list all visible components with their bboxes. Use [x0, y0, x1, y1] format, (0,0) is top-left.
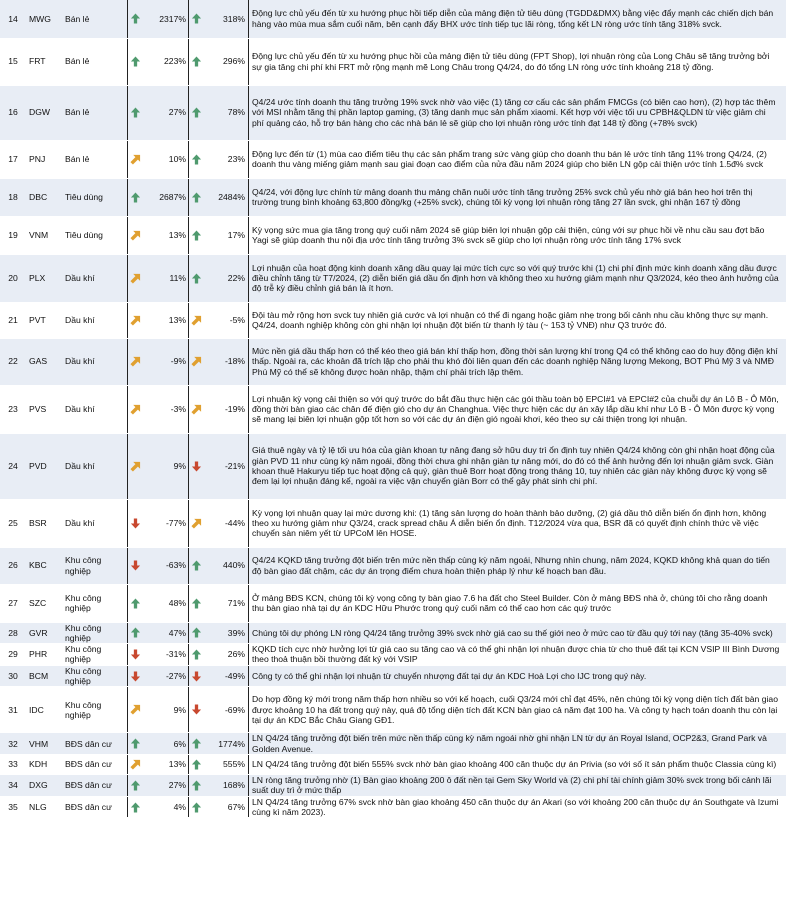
- year-change-value: -44%: [203, 499, 249, 547]
- up-arrow-icon: [191, 598, 202, 609]
- up-arrow-icon: [130, 13, 141, 24]
- flat-arrow-icon: [130, 273, 141, 284]
- ticker-symbol: SZC: [26, 584, 63, 622]
- earnings-commentary: Công ty có thể ghi nhận lợi nhuận từ chuyển nhượng đất tại dự án KDC Hoà Lợi cho IJC trong quý này.: [249, 665, 786, 687]
- year-change-value: 22%: [203, 254, 249, 302]
- row-number: 20: [0, 254, 26, 302]
- table-row: [0, 775, 786, 797]
- ticker-symbol: VHM: [26, 733, 63, 755]
- table-row: [0, 140, 786, 178]
- up-arrow-icon: [191, 273, 202, 284]
- year-change-value: 39%: [203, 622, 249, 644]
- year-change-value: 71%: [203, 584, 249, 622]
- sector-label: Dầu khí: [63, 433, 128, 499]
- earnings-commentary: KQKD tích cực nhờ hưởng lợi từ giá cao su tăng cao và có thể ghi nhận lợi nhuận được chia từ cho thuê đất tại KCN VSIP III Bình Dương theo thoả thuận bồi thường đất ký với VSIP: [249, 644, 786, 666]
- table-row: [0, 302, 786, 338]
- ticker-symbol: GAS: [26, 338, 63, 385]
- quarter-trend-arrow-icon: [128, 775, 143, 797]
- year-trend-arrow-icon: [189, 85, 204, 140]
- earnings-commentary: Do hợp đồng ký mới trong năm thấp hơn nhiều so với kế hoạch, cuối Q3/24 mới chỉ đạt 45%, nên chúng tôi kỳ vọng diện tích đất bàn giao được khoảng 10 ha đất trong quý này, quá độ tổng diện tích đất KCN bàn giao cả năm đạt 100 ha. Và công ty hạch toán doanh thu còn lại tại dự án KDC Bắc Châu Giang GĐ1.: [249, 687, 786, 733]
- flat-arrow-icon: [191, 315, 202, 326]
- year-trend-arrow-icon: [189, 338, 204, 385]
- flat-arrow-icon: [130, 315, 141, 326]
- year-change-value: 168%: [203, 775, 249, 797]
- quarter-trend-arrow-icon: [128, 755, 143, 775]
- table-row: [0, 755, 786, 775]
- year-trend-arrow-icon: [189, 644, 204, 666]
- ticker-symbol: PVD: [26, 433, 63, 499]
- row-number: 27: [0, 584, 26, 622]
- quarter-trend-arrow-icon: [128, 385, 143, 433]
- sector-label: Khu công nghiệp: [63, 665, 128, 687]
- row-number: 29: [0, 644, 26, 666]
- table-row: [0, 254, 786, 302]
- year-trend-arrow-icon: [189, 796, 204, 818]
- flat-arrow-icon: [130, 704, 141, 715]
- quarter-change-value: 9%: [142, 433, 189, 499]
- table-row: [0, 499, 786, 547]
- earnings-commentary: LN ròng tăng trưởng nhờ (1) Bàn giao khoảng 200 ô đất nền tại Gem Sky World và (2) chi phí tài chính giảm 30% svck trong bối cảnh lãi suất duy trì ở mức thấp: [249, 775, 786, 797]
- earnings-commentary: Kỳ vọng lợi nhuận quay lại mức dương khi: (1) tăng sản lượng do hoàn thành bảo dưỡng, (2) giá dầu thô diễn biến ổn định hơn, không theo xu hướng giảm như Q3/24, crack spread châu Á diễn biến ổn định. T12/2024 vừa qua, BSR đã có quyết định chính thức về việc chuyển sàn niêm yết từ UPCoM lên HOSE.: [249, 499, 786, 547]
- year-trend-arrow-icon: [189, 755, 204, 775]
- up-arrow-icon: [130, 107, 141, 118]
- row-number: 14: [0, 0, 26, 38]
- ticker-symbol: DXG: [26, 775, 63, 797]
- quarter-trend-arrow-icon: [128, 433, 143, 499]
- year-change-value: 318%: [203, 0, 249, 38]
- ticker-symbol: VNM: [26, 216, 63, 254]
- earnings-commentary: Giá thuê ngày và tỷ lệ tối ưu hóa của giàn khoan tự nâng đang sở hữu duy trì ổn định tuy nhiên Q4/24 không còn ghi nhận hoạt động của giàn PVD 11 như cùng kỳ năm ngoái, đồng thời chưa ghi nhận giàn tự nâng mới, do đó có thể ảnh hưởng đến lợi nhuận giảm svck. Giàn khoan thuê Hakuryu tiếp tục hoạt động cả quý, giàn thuê Borr hoạt động trong tháng 10, tuy nhiên các giàn này không được kỳ vọng sẽ đem lại lợi nhuận đáng kể, ngoài ra việc vận chuyển giàn Borr có thể gây phát sinh chi phí.: [249, 433, 786, 499]
- table-row: [0, 178, 786, 216]
- earnings-commentary: LN Q4/24 tăng trưởng 67% svck nhờ bàn giao khoảng 450 căn thuộc dự án Akari (so với khoảng 200 căn thuộc dự án Southgate và Izumi cùng kì năm 2023).: [249, 796, 786, 818]
- quarter-trend-arrow-icon: [128, 644, 143, 666]
- quarter-trend-arrow-icon: [128, 140, 143, 178]
- earnings-commentary: Kỳ vọng sức mua gia tăng trong quý cuối năm 2024 sẽ giúp biên lợi nhuận gộp cải thiện, cùng với sự phục hồi về nhu cầu sau đợt bão Yagi sẽ giúp doanh thu nội địa ước tính tăng trưởng 3% svck sẽ giúp cho lợi nhuận ròng ước tính tăng 17% svck: [249, 216, 786, 254]
- quarter-change-value: 10%: [142, 140, 189, 178]
- year-trend-arrow-icon: [189, 665, 204, 687]
- year-change-value: 26%: [203, 644, 249, 666]
- quarter-trend-arrow-icon: [128, 254, 143, 302]
- up-arrow-icon: [191, 780, 202, 791]
- ticker-symbol: PVT: [26, 302, 63, 338]
- quarter-trend-arrow-icon: [128, 733, 143, 755]
- year-change-value: 17%: [203, 216, 249, 254]
- quarter-trend-arrow-icon: [128, 499, 143, 547]
- row-number: 24: [0, 433, 26, 499]
- table-row: [0, 38, 786, 85]
- row-number: 32: [0, 733, 26, 755]
- year-change-value: 78%: [203, 85, 249, 140]
- earnings-commentary: LN Q4/24 tăng trưởng đột biến 555% svck nhờ bàn giao khoảng 400 căn thuộc dự án Privia (so với số ít sản phẩm thuộc Classia cùng kì): [249, 755, 786, 775]
- earnings-commentary: Q4/24 ước tính doanh thu tăng trưởng 19% svck nhờ vào việc (1) tăng cơ cấu các sản phẩm FMCGs (có biên cao hơn), (2) hợp tác thêm với MSI nhằm tăng thị phần laptop gaming, (3) tăng danh mục sản phẩm xiaomi. Kết hợp với việc tối ưu CPBH&QLDN từ việc giảm chi phí quảng cáo, hỗ trợ bán hàng cho các nhà bán lẻ sẽ giúp cho lợi nhuận ròng ước tính đạt 148 tỷ đồng (+78% svck): [249, 85, 786, 140]
- flat-arrow-icon: [130, 356, 141, 367]
- year-trend-arrow-icon: [189, 499, 204, 547]
- table-row: [0, 547, 786, 584]
- row-number: 34: [0, 775, 26, 797]
- sector-label: Bán lẻ: [63, 85, 128, 140]
- sector-label: Bán lẻ: [63, 140, 128, 178]
- quarter-trend-arrow-icon: [128, 665, 143, 687]
- quarter-trend-arrow-icon: [128, 796, 143, 818]
- up-arrow-icon: [191, 627, 202, 638]
- ticker-symbol: FRT: [26, 38, 63, 85]
- flat-arrow-icon: [130, 230, 141, 241]
- down-arrow-icon: [130, 518, 141, 529]
- year-change-value: 555%: [203, 755, 249, 775]
- year-trend-arrow-icon: [189, 775, 204, 797]
- sector-label: Dầu khí: [63, 385, 128, 433]
- table-row: [0, 338, 786, 385]
- year-change-value: -21%: [203, 433, 249, 499]
- quarter-trend-arrow-icon: [128, 687, 143, 733]
- year-trend-arrow-icon: [189, 38, 204, 85]
- quarter-trend-arrow-icon: [128, 547, 143, 584]
- year-trend-arrow-icon: [189, 687, 204, 733]
- quarter-trend-arrow-icon: [128, 0, 143, 38]
- flat-arrow-icon: [130, 759, 141, 770]
- up-arrow-icon: [191, 107, 202, 118]
- sector-label: Dầu khí: [63, 338, 128, 385]
- row-number: 30: [0, 665, 26, 687]
- year-change-value: -19%: [203, 385, 249, 433]
- row-number: 25: [0, 499, 26, 547]
- ticker-symbol: NLG: [26, 796, 63, 818]
- earnings-commentary: Chúng tôi dự phóng LN ròng Q4/24 tăng trưởng 39% svck nhờ giá cao su thế giới neo ở mức cao từ đầu quý tới nay (tăng 35-40% svck): [249, 622, 786, 644]
- quarter-change-value: 4%: [142, 796, 189, 818]
- ticker-symbol: DGW: [26, 85, 63, 140]
- sector-label: Khu công nghiệp: [63, 687, 128, 733]
- year-change-value: 440%: [203, 547, 249, 584]
- row-number: 28: [0, 622, 26, 644]
- up-arrow-icon: [191, 56, 202, 67]
- row-number: 19: [0, 216, 26, 254]
- earnings-commentary: Q4/24 KQKD tăng trưởng đột biến trên mức nền thấp cùng kỳ năm ngoái, Nhưng nhìn chung, năm 2024, KQKD không khả quan do tiến độ bàn giao đất chậm, các dự án trọng điểm chưa hoàn thiện pháp lý như kế hoạch ban đầu.: [249, 547, 786, 584]
- year-change-value: -69%: [203, 687, 249, 733]
- ticker-symbol: KBC: [26, 547, 63, 584]
- quarter-trend-arrow-icon: [128, 85, 143, 140]
- sector-label: BĐS dân cư: [63, 755, 128, 775]
- up-arrow-icon: [191, 192, 202, 203]
- table-row: [0, 216, 786, 254]
- earnings-commentary: LN Q4/24 tăng trưởng đột biến trên mức nền thấp cùng kỳ năm ngoái nhờ ghi nhận LN từ dự án Royal Island, OCP2&3, Grand Park và Golden Avenue.: [249, 733, 786, 755]
- up-arrow-icon: [130, 780, 141, 791]
- down-arrow-icon: [130, 671, 141, 682]
- year-change-value: 2484%: [203, 178, 249, 216]
- up-arrow-icon: [130, 802, 141, 813]
- year-change-value: 1774%: [203, 733, 249, 755]
- row-number: 31: [0, 687, 26, 733]
- down-arrow-icon: [191, 671, 202, 682]
- table-row: [0, 85, 786, 140]
- ticker-symbol: PVS: [26, 385, 63, 433]
- row-number: 18: [0, 178, 26, 216]
- quarter-change-value: -3%: [142, 385, 189, 433]
- quarter-change-value: -9%: [142, 338, 189, 385]
- year-trend-arrow-icon: [189, 254, 204, 302]
- ticker-symbol: IDC: [26, 687, 63, 733]
- sector-label: Tiêu dùng: [63, 178, 128, 216]
- earnings-commentary: Q4/24, với động lực chính từ mảng doanh thu mảng chăn nuôi ước tính tăng trưởng 25% svck chủ yếu nhờ giá bán heo hơi trên thị trường trung bình khoảng 63,800 đồng/kg (+25% svck), chúng tôi kỳ vọng lợi nhuận ròng tăng 27 lần svck, ghi nhận 167 tỷ đồng: [249, 178, 786, 216]
- quarter-trend-arrow-icon: [128, 584, 143, 622]
- year-change-value: 67%: [203, 796, 249, 818]
- quarter-trend-arrow-icon: [128, 38, 143, 85]
- up-arrow-icon: [130, 598, 141, 609]
- sector-label: Khu công nghiệp: [63, 547, 128, 584]
- row-number: 21: [0, 302, 26, 338]
- quarter-change-value: 6%: [142, 733, 189, 755]
- quarter-trend-arrow-icon: [128, 302, 143, 338]
- quarter-change-value: -77%: [142, 499, 189, 547]
- year-trend-arrow-icon: [189, 547, 204, 584]
- sector-label: Bán lẻ: [63, 38, 128, 85]
- flat-arrow-icon: [130, 404, 141, 415]
- sector-label: Khu công nghiệp: [63, 584, 128, 622]
- earnings-commentary: Động lực chủ yếu đến từ xu hướng phục hồi của mảng điện tử tiêu dùng (FPT Shop), lợi nhuận ròng của Long Châu sẽ tăng trưởng bởi sự gia tăng chi phí khi FRT mở rộng mạnh mẽ Long Châu trong Q4/24, do đó tổng LN ròng ước tính khoảng 218 tỷ đồng.: [249, 38, 786, 85]
- table-row: [0, 644, 786, 666]
- quarter-change-value: 2687%: [142, 178, 189, 216]
- quarter-change-value: 2317%: [142, 0, 189, 38]
- earnings-commentary: Động lực chủ yếu đến từ xu hướng phục hồi tiếp diễn của mảng điện tử tiêu dùng (TGDD&DMX) bằng việc đẩy mạnh các chiến dịch bán hàng vào mùa mua sắm cuối năm, bên cạnh đẩy BHX ước tính tiếp tục lãi ròng, tổng kết LN ròng ước tính tăng 318% svck.: [249, 0, 786, 38]
- earnings-commentary: Mức nền giá dầu thấp hơn có thể kéo theo giá bán khí thấp hơn, đồng thời sản lượng khí trong Q4 có thể không cao do huy động điện khí thấp. Ngoài ra, các khoản đã trích lập cho phải thu khó đòi liên quan đến các doanh nghiệp Năng lượng Mekong, BOT Phú Mỹ 3 và NMĐ Phú Mỹ có thể sẽ không được hoàn nhập, thậm chí phải trích lập thêm.: [249, 338, 786, 385]
- quarter-change-value: 47%: [142, 622, 189, 644]
- sector-label: Khu công nghiệp: [63, 622, 128, 644]
- earnings-commentary: Động lực đến từ (1) mùa cao điểm tiêu thụ các sản phẩm trang sức vàng giúp cho doanh thu bán lẻ ước tính tăng 11% trong Q4/24, (2) doanh thu vàng miếng giảm mạnh sau giai đoạn cao điểm của nửa đầu năm 2024 giúp cho biên LN gộp cải thiện ước tính 1.5đ% svck: [249, 140, 786, 178]
- quarter-trend-arrow-icon: [128, 178, 143, 216]
- year-trend-arrow-icon: [189, 0, 204, 38]
- up-arrow-icon: [191, 759, 202, 770]
- quarter-change-value: -27%: [142, 665, 189, 687]
- quarter-change-value: 223%: [142, 38, 189, 85]
- down-arrow-icon: [130, 649, 141, 660]
- ticker-symbol: PLX: [26, 254, 63, 302]
- table-row: [0, 433, 786, 499]
- table-row: [0, 733, 786, 755]
- flat-arrow-icon: [191, 404, 202, 415]
- quarter-change-value: -31%: [142, 644, 189, 666]
- year-trend-arrow-icon: [189, 584, 204, 622]
- sector-label: Dầu khí: [63, 499, 128, 547]
- row-number: 22: [0, 338, 26, 385]
- row-number: 26: [0, 547, 26, 584]
- table-row: [0, 584, 786, 622]
- quarter-trend-arrow-icon: [128, 338, 143, 385]
- ticker-symbol: KDH: [26, 755, 63, 775]
- year-trend-arrow-icon: [189, 140, 204, 178]
- ticker-symbol: MWG: [26, 0, 63, 38]
- flat-arrow-icon: [191, 356, 202, 367]
- year-trend-arrow-icon: [189, 733, 204, 755]
- row-number: 23: [0, 385, 26, 433]
- ticker-symbol: DBC: [26, 178, 63, 216]
- earnings-commentary: Lợi nhuận của hoạt động kinh doanh xăng dầu quay lại mức tích cực so với quý trước khi (1) chi phí định mức kinh doanh xăng dầu được điều chỉnh tăng từ T7/2024, (2) diễn biến giá dầu ổn định hơn và không theo xu hướng giảm mạnh như Q3/2024, kéo theo ảnh hưởng của độ trễ kỳ điều chỉnh giá bán là ít hơn.: [249, 254, 786, 302]
- sector-label: Dầu khí: [63, 254, 128, 302]
- sector-label: BĐS dân cư: [63, 775, 128, 797]
- sector-label: Bán lẻ: [63, 0, 128, 38]
- up-arrow-icon: [191, 738, 202, 749]
- ticker-symbol: BSR: [26, 499, 63, 547]
- earnings-commentary: Lợi nhuận kỳ vọng cải thiện so với quý trước do bắt đầu thực hiện các gói thầu toàn bộ EPCI#1 và EPCI#2 của chuỗi dự án Lô B - Ô Môn, đồng thời bàn giao các chân đế điện gió cho dự án Changhua. Việc thực hiện các dự án xây lắp dầu khí như Lô B - Ô Môn được kỳ vọng sẽ mang lại biên lợi nhuận gộp tốt hơn so với các dự án điện gió ngoài khơi, kéo theo sự cải thiện trong lợi nhuận.: [249, 385, 786, 433]
- ticker-symbol: PHR: [26, 644, 63, 666]
- earnings-commentary: Ở mảng BĐS KCN, chúng tôi kỳ vọng công ty bàn giao 7.6 ha đất cho Steel Builder. Còn ở mảng BĐS nhà ở, chúng tôi cho rằng doanh thu bàn giao nhà tại dự án KDC Hữu Phước trong quý cuối năm có thể cao hơn các quý trước: [249, 584, 786, 622]
- table-row: [0, 665, 786, 687]
- year-change-value: 296%: [203, 38, 249, 85]
- table-row: [0, 385, 786, 433]
- row-number: 16: [0, 85, 26, 140]
- year-trend-arrow-icon: [189, 622, 204, 644]
- year-trend-arrow-icon: [189, 178, 204, 216]
- down-arrow-icon: [191, 461, 202, 472]
- up-arrow-icon: [191, 154, 202, 165]
- ticker-symbol: BCM: [26, 665, 63, 687]
- quarter-change-value: 27%: [142, 775, 189, 797]
- year-change-value: -5%: [203, 302, 249, 338]
- up-arrow-icon: [191, 230, 202, 241]
- sector-label: Khu công nghiệp: [63, 644, 128, 666]
- row-number: 35: [0, 796, 26, 818]
- flat-arrow-icon: [130, 461, 141, 472]
- table-row: [0, 0, 786, 38]
- up-arrow-icon: [191, 13, 202, 24]
- row-number: 33: [0, 755, 26, 775]
- year-trend-arrow-icon: [189, 385, 204, 433]
- up-arrow-icon: [191, 560, 202, 571]
- sector-label: BĐS dân cư: [63, 733, 128, 755]
- year-change-value: -49%: [203, 665, 249, 687]
- table-row: [0, 796, 786, 818]
- sector-label: Tiêu dùng: [63, 216, 128, 254]
- row-number: 15: [0, 38, 26, 85]
- earnings-commentary: Đội tàu mở rộng hơn svck tuy nhiên giá cước và lợi nhuận có thể đi ngang hoặc giảm nhẹ trong bối cảnh nhu cầu không thực sự mạnh. Q4/24, doanh nghiệp không còn ghi nhận lợi nhuận đột biến từ thanh lý tàu (~ 153 tỷ VNĐ) như Q3 trước đó.: [249, 302, 786, 338]
- year-change-value: -18%: [203, 338, 249, 385]
- year-trend-arrow-icon: [189, 302, 204, 338]
- down-arrow-icon: [191, 704, 202, 715]
- ticker-symbol: PNJ: [26, 140, 63, 178]
- quarter-change-value: 48%: [142, 584, 189, 622]
- row-number: 17: [0, 140, 26, 178]
- quarter-change-value: 11%: [142, 254, 189, 302]
- quarter-change-value: 13%: [142, 216, 189, 254]
- up-arrow-icon: [130, 738, 141, 749]
- quarter-trend-arrow-icon: [128, 622, 143, 644]
- year-trend-arrow-icon: [189, 216, 204, 254]
- sector-label: Dầu khí: [63, 302, 128, 338]
- quarter-change-value: 13%: [142, 302, 189, 338]
- quarter-change-value: 13%: [142, 755, 189, 775]
- quarter-change-value: 9%: [142, 687, 189, 733]
- quarter-change-value: 27%: [142, 85, 189, 140]
- quarter-change-value: -63%: [142, 547, 189, 584]
- up-arrow-icon: [130, 192, 141, 203]
- flat-arrow-icon: [130, 154, 141, 165]
- down-arrow-icon: [130, 560, 141, 571]
- up-arrow-icon: [191, 802, 202, 813]
- quarter-trend-arrow-icon: [128, 216, 143, 254]
- up-arrow-icon: [130, 627, 141, 638]
- flat-arrow-icon: [191, 518, 202, 529]
- year-change-value: 23%: [203, 140, 249, 178]
- table-row: [0, 622, 786, 644]
- year-trend-arrow-icon: [189, 433, 204, 499]
- up-arrow-icon: [191, 649, 202, 660]
- table-row: [0, 687, 786, 733]
- ticker-symbol: GVR: [26, 622, 63, 644]
- sector-label: BĐS dân cư: [63, 796, 128, 818]
- up-arrow-icon: [130, 56, 141, 67]
